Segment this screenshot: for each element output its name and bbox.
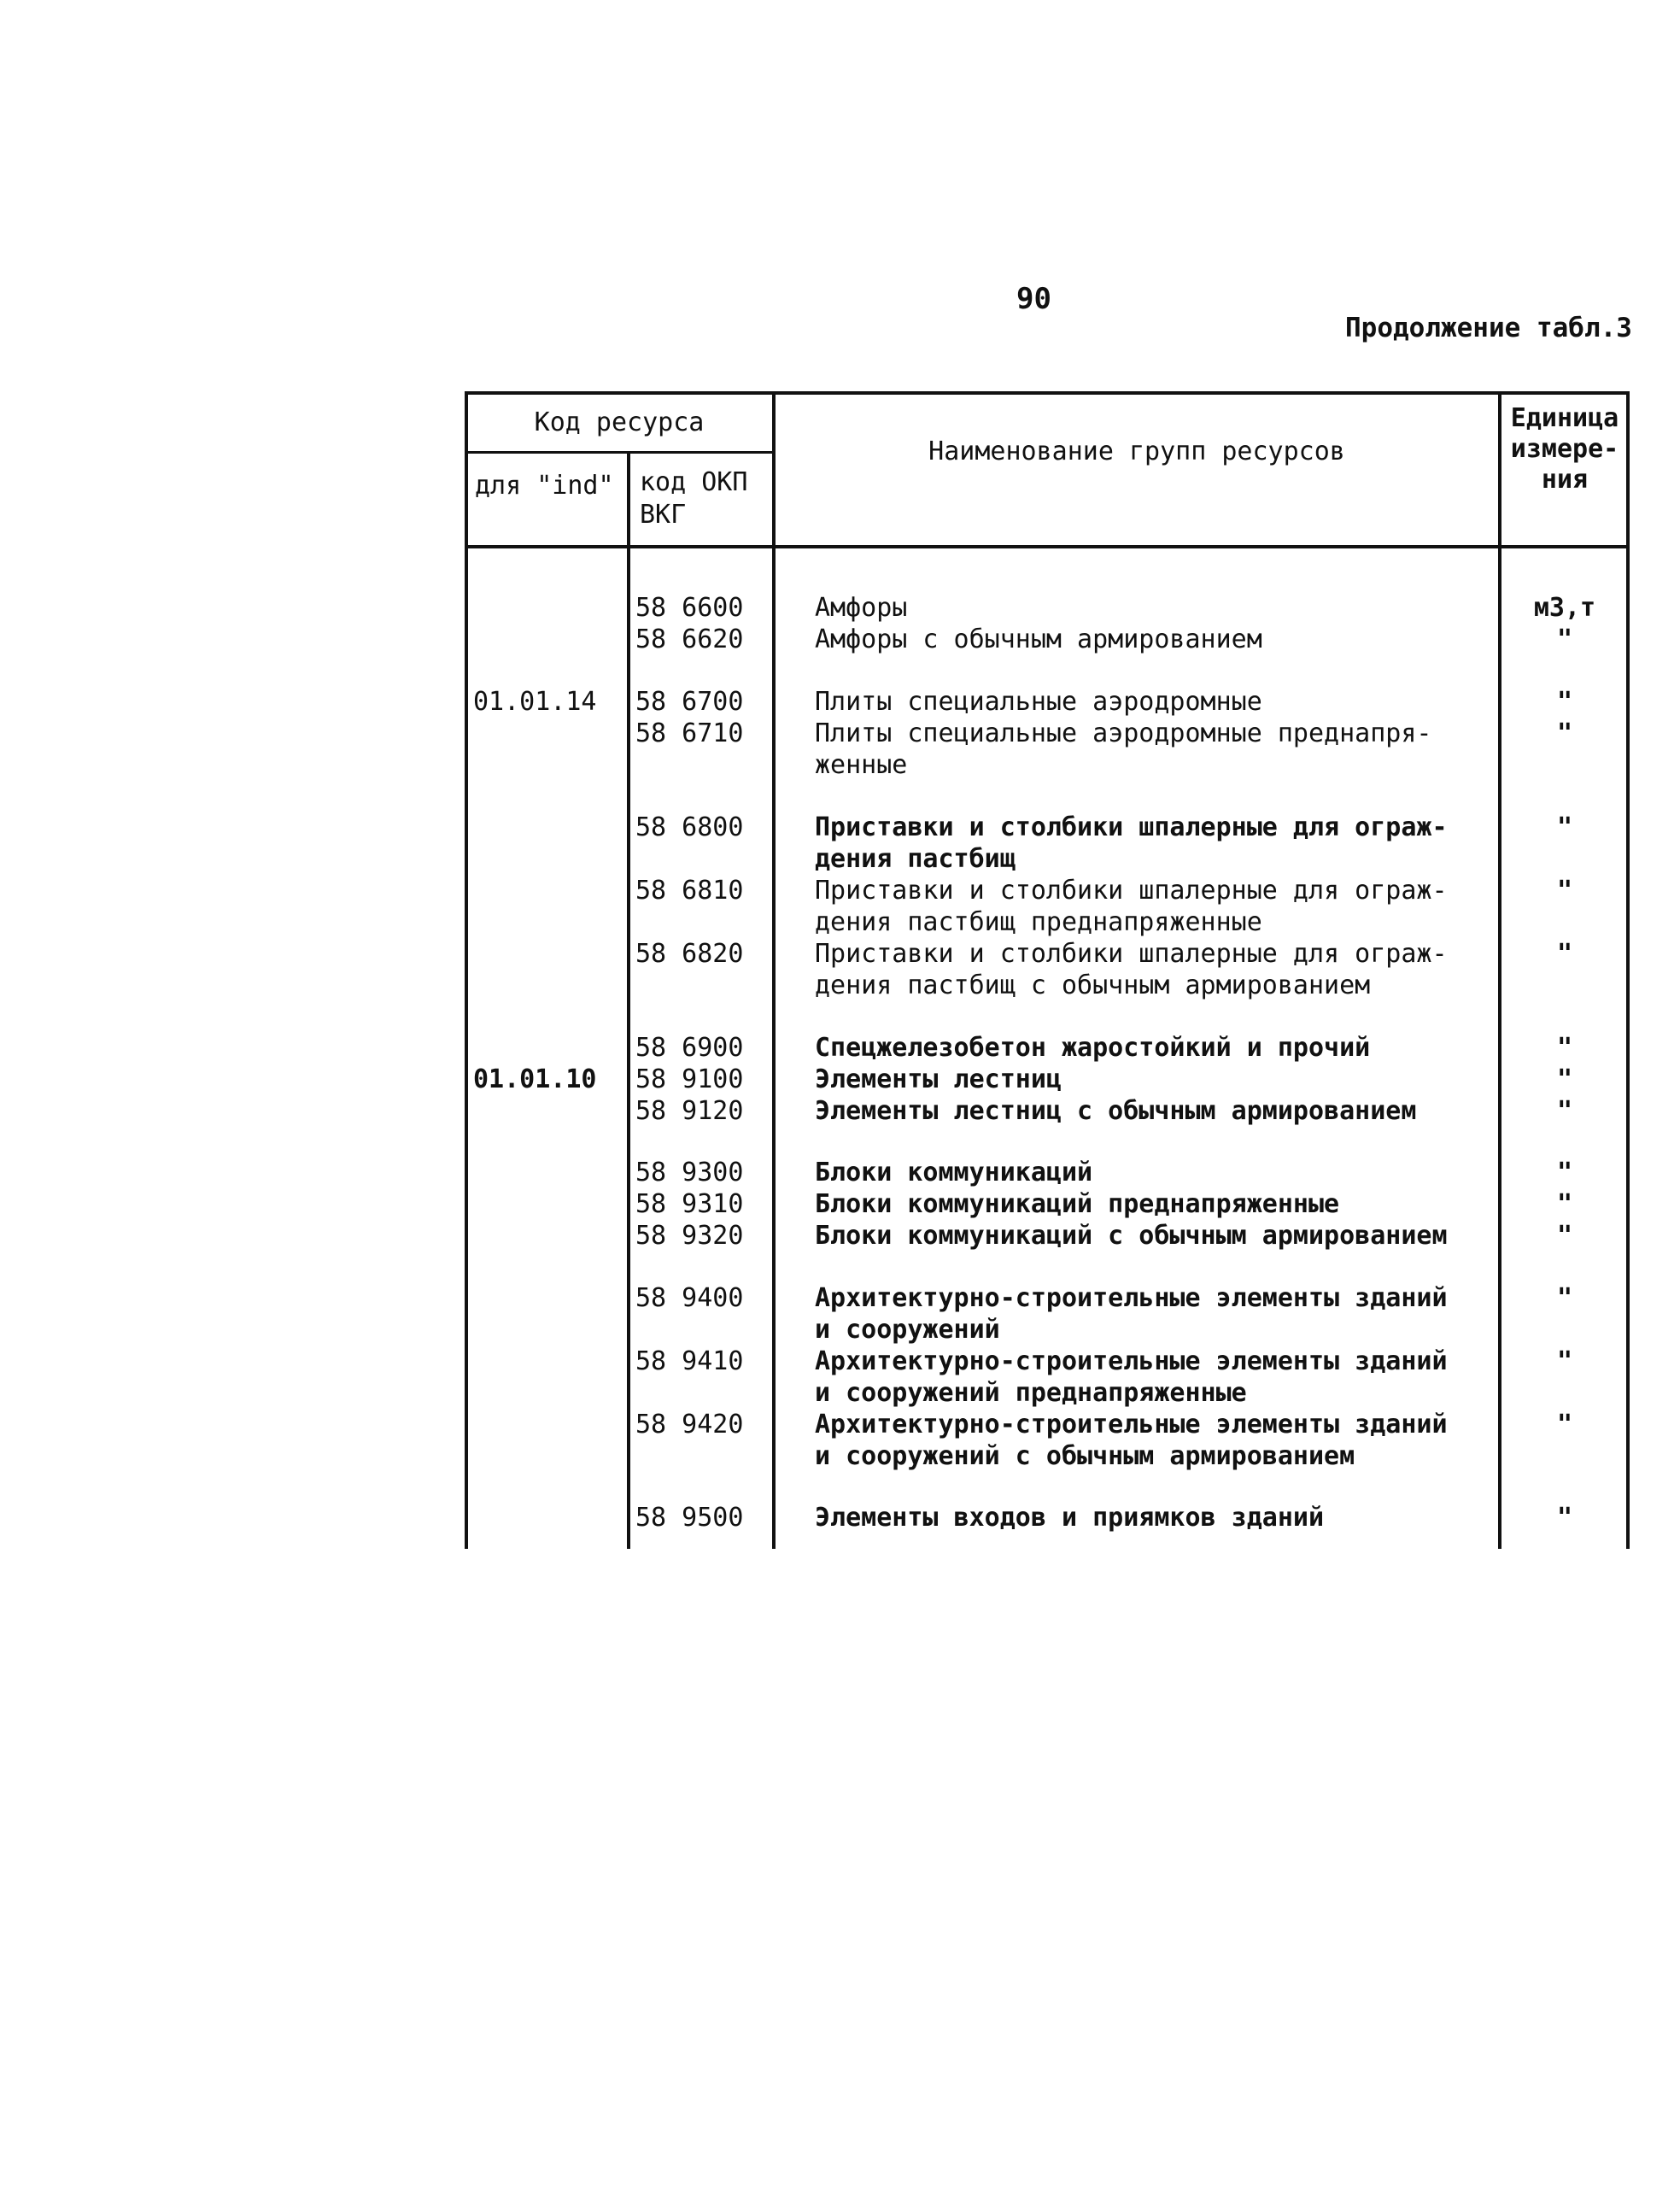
header-unit-line-3: ния: [1541, 465, 1589, 495]
column-divider-okp: [772, 391, 776, 1549]
unit: ": [1556, 1221, 1573, 1251]
ind-code: 01.01.10: [473, 1064, 597, 1094]
header-okp-line-2: ВКГ: [640, 500, 687, 530]
okp-code: 58 6820: [635, 939, 744, 969]
table-right-border: [1626, 391, 1630, 1549]
unit: ": [1556, 1158, 1573, 1187]
resource-name: Приставки и столбики шпалерные для ограж- дения пастбищ с обычным армированием: [815, 939, 1448, 1000]
unit: ": [1556, 1189, 1573, 1219]
unit: ": [1556, 1283, 1573, 1313]
okp-code: 58 6810: [635, 876, 744, 906]
unit: ": [1556, 624, 1573, 654]
resource-name: Блоки коммуникаций преднапряженные: [815, 1189, 1340, 1219]
okp-code: 58 9100: [635, 1064, 744, 1094]
unit: ": [1556, 1503, 1573, 1533]
header-sub-divider: [465, 451, 774, 454]
resource-name: Приставки и столбики шпалерные для ограж- дения пастбищ: [815, 812, 1448, 874]
okp-code: 58 6900: [635, 1033, 744, 1063]
resource-name: Архитектурно-строительные элементы зданий и сооружений с обычным армированием: [815, 1410, 1448, 1471]
unit: ": [1556, 876, 1573, 906]
header-unit-line-2: измере-: [1510, 434, 1619, 464]
resource-table: [465, 391, 1630, 1549]
resource-name: Элементы лестниц с обычным армированием: [815, 1096, 1417, 1126]
header-okp: [640, 466, 747, 531]
unit: м3,т: [1533, 593, 1596, 623]
resource-name: Приставки и столбики шпалерные для ограж- дения пастбищ преднапряженные: [815, 876, 1448, 937]
okp-code: 58 6700: [635, 687, 744, 717]
header-name: Наименование групп ресурсов: [928, 437, 1345, 466]
table-continuation-title: Продолжение табл.3: [1345, 313, 1632, 343]
column-divider-name: [1498, 391, 1501, 1549]
okp-code: 58 9300: [635, 1158, 744, 1187]
table-left-border: [465, 391, 468, 1549]
header-bottom-border: [465, 545, 1630, 548]
unit: ": [1556, 1410, 1573, 1439]
okp-code: 58 9120: [635, 1096, 744, 1126]
okp-code: 58 9320: [635, 1221, 744, 1251]
okp-code: 58 9420: [635, 1410, 744, 1439]
okp-code: 58 9400: [635, 1283, 744, 1313]
unit: ": [1556, 939, 1573, 969]
unit: ": [1556, 1346, 1573, 1376]
resource-name: Спецжелезобетон жаростойкий и прочий: [815, 1033, 1371, 1063]
resource-name: Амфоры с обычным армированием: [815, 624, 1262, 654]
unit: ": [1556, 812, 1573, 842]
resource-name: Амфоры: [815, 593, 908, 623]
unit: ": [1556, 687, 1573, 717]
header-unit-line-1: Единица: [1510, 403, 1619, 433]
ind-code: 01.01.14: [473, 687, 597, 717]
unit: ": [1556, 1033, 1573, 1063]
resource-name: Плиты специальные аэродромные: [815, 687, 1262, 717]
okp-code: 58 9410: [635, 1346, 744, 1376]
unit: ": [1556, 1064, 1573, 1094]
unit: ": [1556, 718, 1573, 748]
okp-code: 58 6600: [635, 593, 744, 623]
unit: ": [1556, 1096, 1573, 1126]
column-divider-ind: [627, 451, 630, 1549]
resource-name: Архитектурно-строительные элементы зданий и сооружений: [815, 1283, 1448, 1345]
header-ind: для "ind": [475, 471, 614, 501]
resource-name: Блоки коммуникаций: [815, 1158, 1093, 1187]
resource-name: Элементы входов и приямков зданий: [815, 1503, 1325, 1533]
header-okp-line-1: код ОКП: [640, 467, 748, 497]
okp-code: 58 6620: [635, 624, 744, 654]
header-resource-code: Код ресурса: [534, 407, 705, 437]
okp-code: 58 6800: [635, 812, 744, 842]
okp-code: 58 6710: [635, 718, 744, 748]
page-number: 90: [1016, 282, 1051, 316]
table-top-border: [465, 391, 1630, 395]
resource-name: Элементы лестниц: [815, 1064, 1062, 1094]
okp-code: 58 9500: [635, 1503, 744, 1533]
resource-name: Архитектурно-строительные элементы зданий и сооружений преднапряженные: [815, 1346, 1448, 1408]
okp-code: 58 9310: [635, 1189, 744, 1219]
resource-name: Плиты специальные аэродромные преднапря- женные: [815, 718, 1432, 780]
header-unit: [1503, 403, 1626, 495]
resource-name: Блоки коммуникаций с обычным армированием: [815, 1221, 1448, 1251]
